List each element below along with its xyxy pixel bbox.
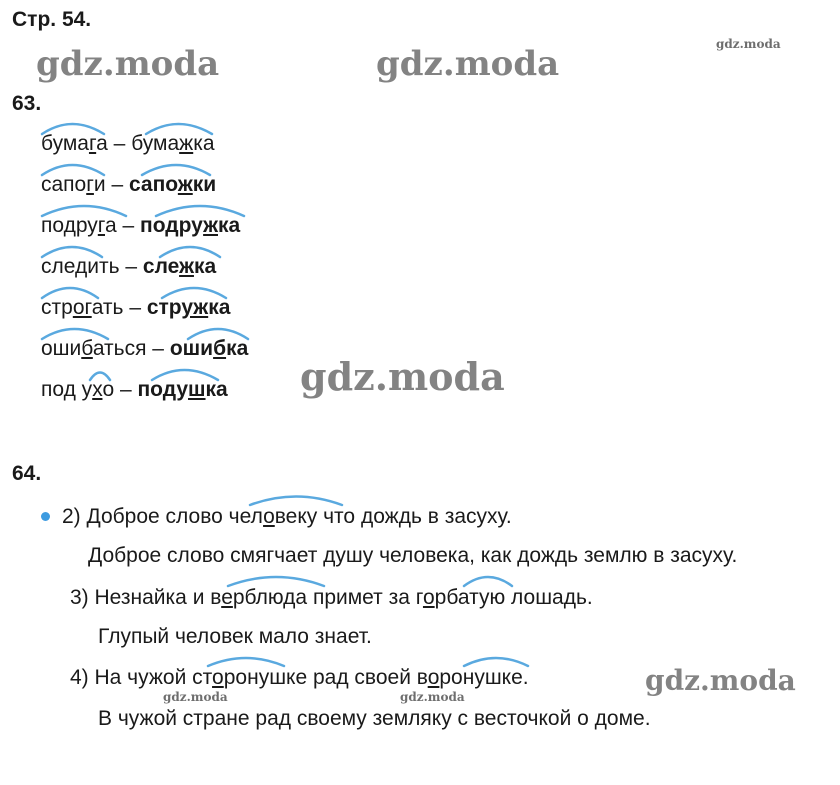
root-arc (464, 658, 528, 666)
alternating-letter: г (97, 214, 105, 237)
alternating-letter: х (92, 378, 103, 401)
word-part: ки (192, 173, 217, 196)
dash-separator: – (123, 296, 147, 319)
word-part: сапо (129, 173, 178, 196)
exercise-64-number: 64. (12, 462, 42, 485)
alternating-letter: г (86, 173, 94, 196)
word-part: сле (142, 255, 180, 278)
word-part: аться (92, 337, 147, 360)
word-pair (41, 214, 240, 238)
dash-separator: – (116, 214, 141, 237)
related-word (131, 132, 214, 155)
root-arc (464, 577, 512, 586)
page-reference: Стр. 54. (12, 8, 92, 31)
watermark: gdz.moda (36, 44, 220, 84)
proverb-line: 4) На чужой сторонушке рад своей воронушке. (70, 666, 529, 689)
word-part: стр (146, 296, 182, 319)
dash-separator: – (119, 255, 143, 278)
word-part: а (96, 132, 108, 155)
word-part: сапо (41, 173, 87, 196)
dash-separator: – (146, 337, 170, 360)
related-word (140, 214, 240, 237)
word-part: ка (218, 214, 241, 237)
word-part: и (93, 173, 106, 196)
word-part: ка (226, 337, 249, 360)
alternating-letter: ж (177, 173, 193, 196)
word-part: оши (169, 337, 214, 360)
root-arc (208, 658, 284, 666)
bullet-icon (41, 512, 50, 521)
alternating-letter: ж (179, 255, 194, 278)
word-part: под у (41, 378, 93, 401)
alternating-letter: д (74, 255, 88, 278)
word-part: подру (41, 214, 98, 237)
word-part: о (102, 378, 115, 401)
alternating-letter: уж (181, 296, 209, 319)
watermark: gdz.moda (376, 44, 560, 84)
watermark: gdz.moda (645, 664, 796, 697)
word-pair (41, 337, 248, 361)
related-word (129, 173, 216, 196)
word-pair (41, 173, 216, 197)
word-pair (41, 378, 228, 402)
proverb-explanation: Глупый человек мало знает. (98, 625, 372, 648)
proverb-explanation: Доброе слово смягчает душу человека, как дождь землю в засуху. (88, 544, 738, 567)
word-part: а (105, 214, 117, 237)
word-pair (41, 255, 216, 279)
watermark: gdz.moda (716, 37, 781, 51)
alternating-letter: ж (203, 214, 218, 237)
proverb-explanation: В чужой стране рад своему земляку с весточкой о доме. (98, 707, 651, 730)
word-part: стр (41, 296, 73, 319)
word-part: ка (205, 378, 228, 401)
word-part: ить (87, 255, 120, 278)
word-part: оши (41, 337, 82, 360)
word-pair (41, 296, 230, 320)
word-pair (41, 132, 215, 156)
alternating-letter: ш (188, 378, 206, 401)
root-arc (250, 497, 342, 506)
word-part: ка (193, 132, 215, 155)
proverb-line: 3) Незнайка и верблюда примет за горбатую лошадь. (70, 586, 593, 609)
related-word (170, 337, 248, 360)
watermark: gdz.moda (163, 690, 228, 704)
alternating-letter: ог (72, 296, 92, 319)
watermark: gdz.moda (400, 690, 465, 704)
dash-separator: – (114, 378, 138, 401)
dash-separator: – (105, 173, 129, 196)
related-word (143, 255, 216, 278)
proverb-line: 2) Доброе слово человеку что дождь в засуху. (62, 505, 512, 528)
word-part: ка (208, 296, 231, 319)
related-word (147, 296, 231, 319)
word-part: подру (140, 214, 204, 237)
dash-separator: – (107, 132, 132, 155)
root-arc (228, 577, 324, 586)
exercise-63-number: 63. (12, 92, 42, 115)
alternating-letter: г (88, 132, 97, 155)
alternating-letter: ж (179, 132, 194, 155)
word-part: ать (91, 296, 124, 319)
word-part: ка (193, 255, 217, 278)
word-part: бума (41, 132, 89, 155)
related-word (138, 378, 228, 401)
word-part: бума (131, 132, 180, 155)
watermark: gdz.moda (300, 354, 505, 399)
alternating-letter: б (81, 337, 93, 360)
word-part: поду (137, 378, 189, 401)
word-part: сле (41, 255, 75, 278)
alternating-letter: б (213, 337, 227, 360)
